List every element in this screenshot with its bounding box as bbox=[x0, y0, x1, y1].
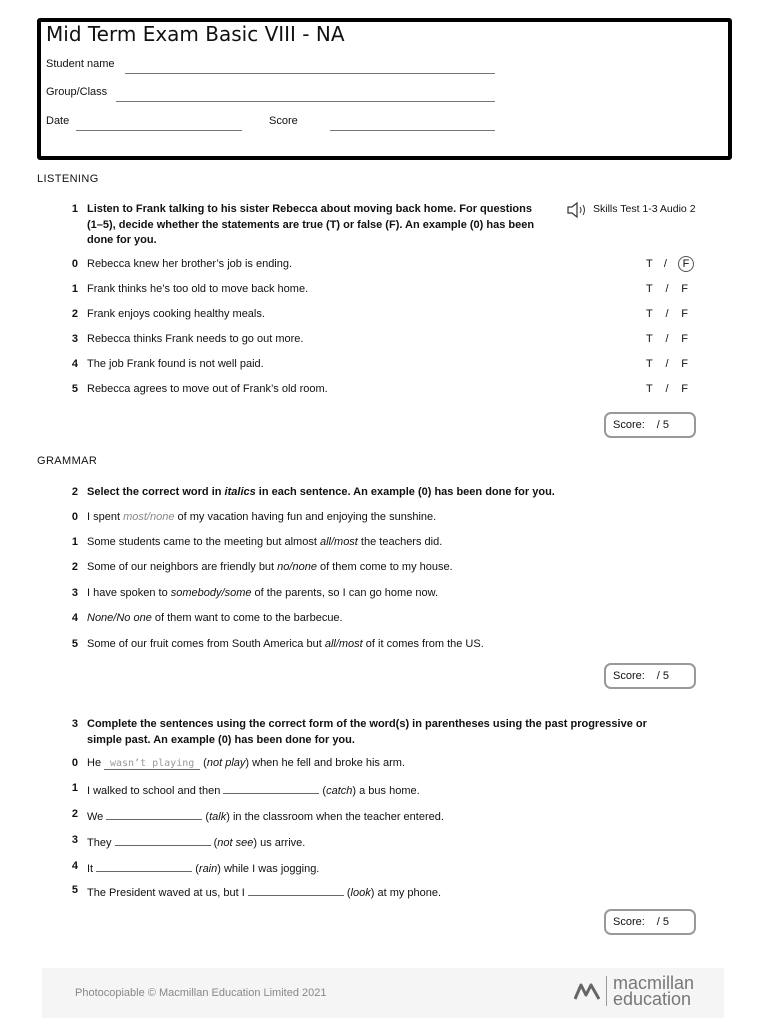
false-option[interactable]: F bbox=[681, 283, 688, 295]
false-option[interactable]: F bbox=[681, 308, 688, 320]
sentence bbox=[87, 638, 484, 650]
verb-hint: catch bbox=[326, 785, 353, 797]
sentence: We (talk) in the classroom when the teacher entered. bbox=[87, 808, 444, 823]
speaker-icon[interactable] bbox=[566, 200, 590, 225]
item-number: 3 bbox=[71, 587, 78, 599]
sentence-text: of it comes from the US. bbox=[362, 638, 484, 650]
score-box-total: / 5 bbox=[656, 916, 670, 928]
item-number: 4 bbox=[71, 860, 78, 872]
word-options[interactable]: somebody/some bbox=[170, 587, 252, 599]
instruction-italic: italics bbox=[224, 486, 256, 498]
true-false-choice bbox=[646, 283, 688, 295]
true-false-choice bbox=[646, 258, 694, 272]
sentence: He wasn’t playing (not play) when he fell and broke his arm. bbox=[87, 757, 405, 769]
true-option[interactable]: T bbox=[646, 258, 653, 270]
item-number: 2 bbox=[71, 808, 78, 820]
answer-blank[interactable] bbox=[106, 808, 202, 820]
sentence-text: They bbox=[87, 837, 115, 849]
item-number: 0 bbox=[71, 757, 78, 769]
item-number: 4 bbox=[71, 612, 78, 624]
page-title: Mid Term Exam Basic VIII - NA bbox=[46, 22, 345, 46]
item-number: 3 bbox=[71, 333, 78, 345]
statement-text: Rebecca thinks Frank needs to go out more. bbox=[87, 333, 304, 345]
group-label: Group/Class bbox=[46, 86, 108, 98]
sentence-text: of them come to my house. bbox=[316, 561, 453, 573]
group-field[interactable] bbox=[116, 101, 495, 102]
sentence: The President waved at us, but I (look) at my phone. bbox=[87, 884, 441, 899]
true-false-choice bbox=[646, 358, 688, 370]
false-option[interactable]: F bbox=[681, 358, 688, 370]
item-number: 5 bbox=[71, 383, 78, 395]
sentence-text: a bus home. bbox=[356, 785, 420, 797]
question-number: 2 bbox=[71, 486, 78, 498]
sentence-text: at my phone. bbox=[374, 887, 442, 899]
separator: / bbox=[665, 333, 669, 345]
sentence-text: He bbox=[87, 757, 105, 769]
brand-line: education bbox=[613, 989, 692, 1009]
instruction-line: (1–5), decide whether the statements are true (T) or false (F). An example (0) has been bbox=[87, 218, 535, 231]
sentence-text: of my vacation having fun and enjoying the sunshine. bbox=[174, 511, 437, 523]
answer-blank[interactable] bbox=[223, 782, 319, 794]
false-option-circled[interactable]: F bbox=[678, 256, 694, 272]
statement-text: The job Frank found is not well paid. bbox=[87, 358, 264, 370]
sentence-text: Some of our fruit comes from South America but bbox=[87, 638, 325, 650]
student-name-label: Student name bbox=[46, 58, 115, 70]
separator: / bbox=[663, 258, 667, 270]
macmillan-logo bbox=[574, 975, 694, 1007]
item-number: 2 bbox=[71, 308, 78, 320]
false-option[interactable]: F bbox=[681, 383, 688, 395]
sentence-text: in the classroom when the teacher entered. bbox=[229, 811, 444, 823]
score-box[interactable] bbox=[604, 412, 696, 438]
sentence bbox=[87, 561, 453, 573]
separator: / bbox=[665, 283, 669, 295]
sentence bbox=[87, 612, 343, 624]
separator: / bbox=[665, 383, 669, 395]
sentence-text: of the parents, so I can go home now. bbox=[251, 587, 439, 599]
word-options[interactable]: all/most bbox=[324, 638, 363, 650]
brand-line: macmillan bbox=[613, 973, 695, 993]
instruction-line: Complete the sentences using the correct form of the word(s) in parentheses using the past progressive or bbox=[87, 718, 647, 730]
listening-instruction bbox=[87, 202, 557, 249]
grammar-section-label: GRAMMAR bbox=[37, 455, 98, 467]
true-option[interactable]: T bbox=[646, 283, 653, 295]
item-number: 5 bbox=[71, 638, 78, 650]
instruction-text: in each sentence. An example (0) has been done for you. bbox=[255, 486, 555, 498]
question-number: 1 bbox=[71, 203, 78, 215]
example-answer: wasn’t playing bbox=[104, 758, 200, 770]
item-number: 5 bbox=[71, 884, 78, 896]
sentence bbox=[87, 587, 438, 599]
sentence-text: I walked to school and then bbox=[87, 785, 224, 797]
verb-hint: rain bbox=[198, 863, 218, 875]
item-number: 4 bbox=[71, 358, 78, 370]
sentence-text: I have spoken to bbox=[87, 587, 171, 599]
score-box-total: / 5 bbox=[656, 670, 670, 682]
sentence bbox=[87, 536, 442, 548]
item-number: 3 bbox=[71, 834, 78, 846]
sentence-text: Some of our neighbors are friendly but bbox=[87, 561, 278, 573]
question-number: 3 bbox=[71, 718, 78, 730]
sentence: I walked to school and then (catch) a bus home. bbox=[87, 782, 420, 797]
item-number: 0 bbox=[71, 258, 78, 270]
audio-label: Skills Test 1-3 Audio 2 bbox=[593, 203, 696, 215]
statement-text: Frank thinks he’s too old to move back home. bbox=[87, 283, 309, 295]
word-options[interactable]: all/most bbox=[319, 536, 358, 548]
example-options: most/none bbox=[123, 511, 175, 523]
true-option[interactable]: T bbox=[646, 308, 653, 320]
word-options[interactable]: no/none bbox=[277, 561, 317, 573]
sentence-text: us arrive. bbox=[257, 837, 306, 849]
true-false-choice bbox=[646, 308, 688, 320]
score-box-label: Score: bbox=[613, 916, 645, 928]
verb-hint: talk bbox=[209, 811, 227, 823]
true-false-choice bbox=[646, 333, 688, 345]
item-number: 1 bbox=[71, 782, 78, 794]
item-number: 2 bbox=[71, 561, 78, 573]
date-field[interactable] bbox=[76, 130, 242, 131]
sentence-text: The President waved at us, but I bbox=[87, 887, 248, 899]
score-box[interactable] bbox=[604, 909, 696, 935]
date-label: Date bbox=[46, 115, 70, 127]
listening-section-label: LISTENING bbox=[37, 173, 99, 185]
word-options[interactable]: None/No one bbox=[87, 612, 152, 624]
logo-divider bbox=[606, 976, 607, 1006]
sentence-text: while I was jogging. bbox=[220, 863, 320, 875]
verb-hint: not play bbox=[206, 757, 246, 769]
item-number: 1 bbox=[71, 536, 78, 548]
score-box[interactable] bbox=[604, 663, 696, 689]
brand-name bbox=[613, 975, 694, 1007]
macmillan-logo-icon bbox=[574, 981, 600, 1001]
copyright-text: Photocopiable © Macmillan Education Limited 2021 bbox=[75, 987, 327, 999]
sentence-text: when he fell and broke his arm. bbox=[249, 757, 405, 769]
true-false-choice bbox=[646, 383, 688, 395]
sentence: It (rain) while I was jogging. bbox=[87, 860, 319, 875]
sentence bbox=[87, 511, 436, 523]
sentence: They (not see) us arrive. bbox=[87, 834, 305, 849]
answer-blank[interactable] bbox=[248, 884, 344, 896]
item-number: 1 bbox=[71, 283, 78, 295]
sentence-text: We bbox=[87, 811, 107, 823]
separator: / bbox=[665, 308, 669, 320]
verb-hint: not see bbox=[217, 837, 254, 849]
score-box-total: / 5 bbox=[656, 419, 670, 431]
score-field[interactable] bbox=[330, 130, 495, 131]
true-option[interactable]: T bbox=[646, 383, 653, 395]
true-option[interactable]: T bbox=[646, 358, 653, 370]
instruction-line: Listen to Frank talking to his sister Rebecca about moving back home. For questions bbox=[87, 203, 532, 215]
answer-blank[interactable] bbox=[96, 860, 192, 872]
answer-blank[interactable] bbox=[115, 834, 211, 846]
sentence-text: of them want to come to the barbecue. bbox=[151, 612, 343, 624]
score-label: Score bbox=[269, 115, 298, 127]
sentence-text: the teachers did. bbox=[357, 536, 443, 548]
true-option[interactable]: T bbox=[646, 333, 653, 345]
instruction-text: Select the correct word in bbox=[87, 486, 225, 498]
instruction-line: done for you. bbox=[87, 234, 157, 246]
score-box-label: Score: bbox=[613, 670, 645, 682]
student-name-field[interactable] bbox=[125, 73, 495, 74]
separator: / bbox=[665, 358, 669, 370]
score-box-label: Score: bbox=[613, 419, 645, 431]
sentence-text: I spent bbox=[87, 511, 124, 523]
statement-text: Rebecca agrees to move out of Frank’s old room. bbox=[87, 383, 328, 395]
grammar-q2-instruction bbox=[87, 485, 555, 501]
grammar-q3-instruction bbox=[87, 717, 687, 748]
verb-hint: look bbox=[350, 887, 371, 899]
statement-text: Frank enjoys cooking healthy meals. bbox=[87, 308, 265, 320]
statement-text: Rebecca knew her brother’s job is ending. bbox=[87, 258, 293, 270]
false-option[interactable]: F bbox=[681, 333, 688, 345]
item-number: 0 bbox=[71, 511, 78, 523]
sentence-text: Some students came to the meeting but almost bbox=[87, 536, 320, 548]
sentence-text: It bbox=[87, 863, 97, 875]
instruction-line: simple past. An example (0) has been done for you. bbox=[87, 733, 355, 746]
